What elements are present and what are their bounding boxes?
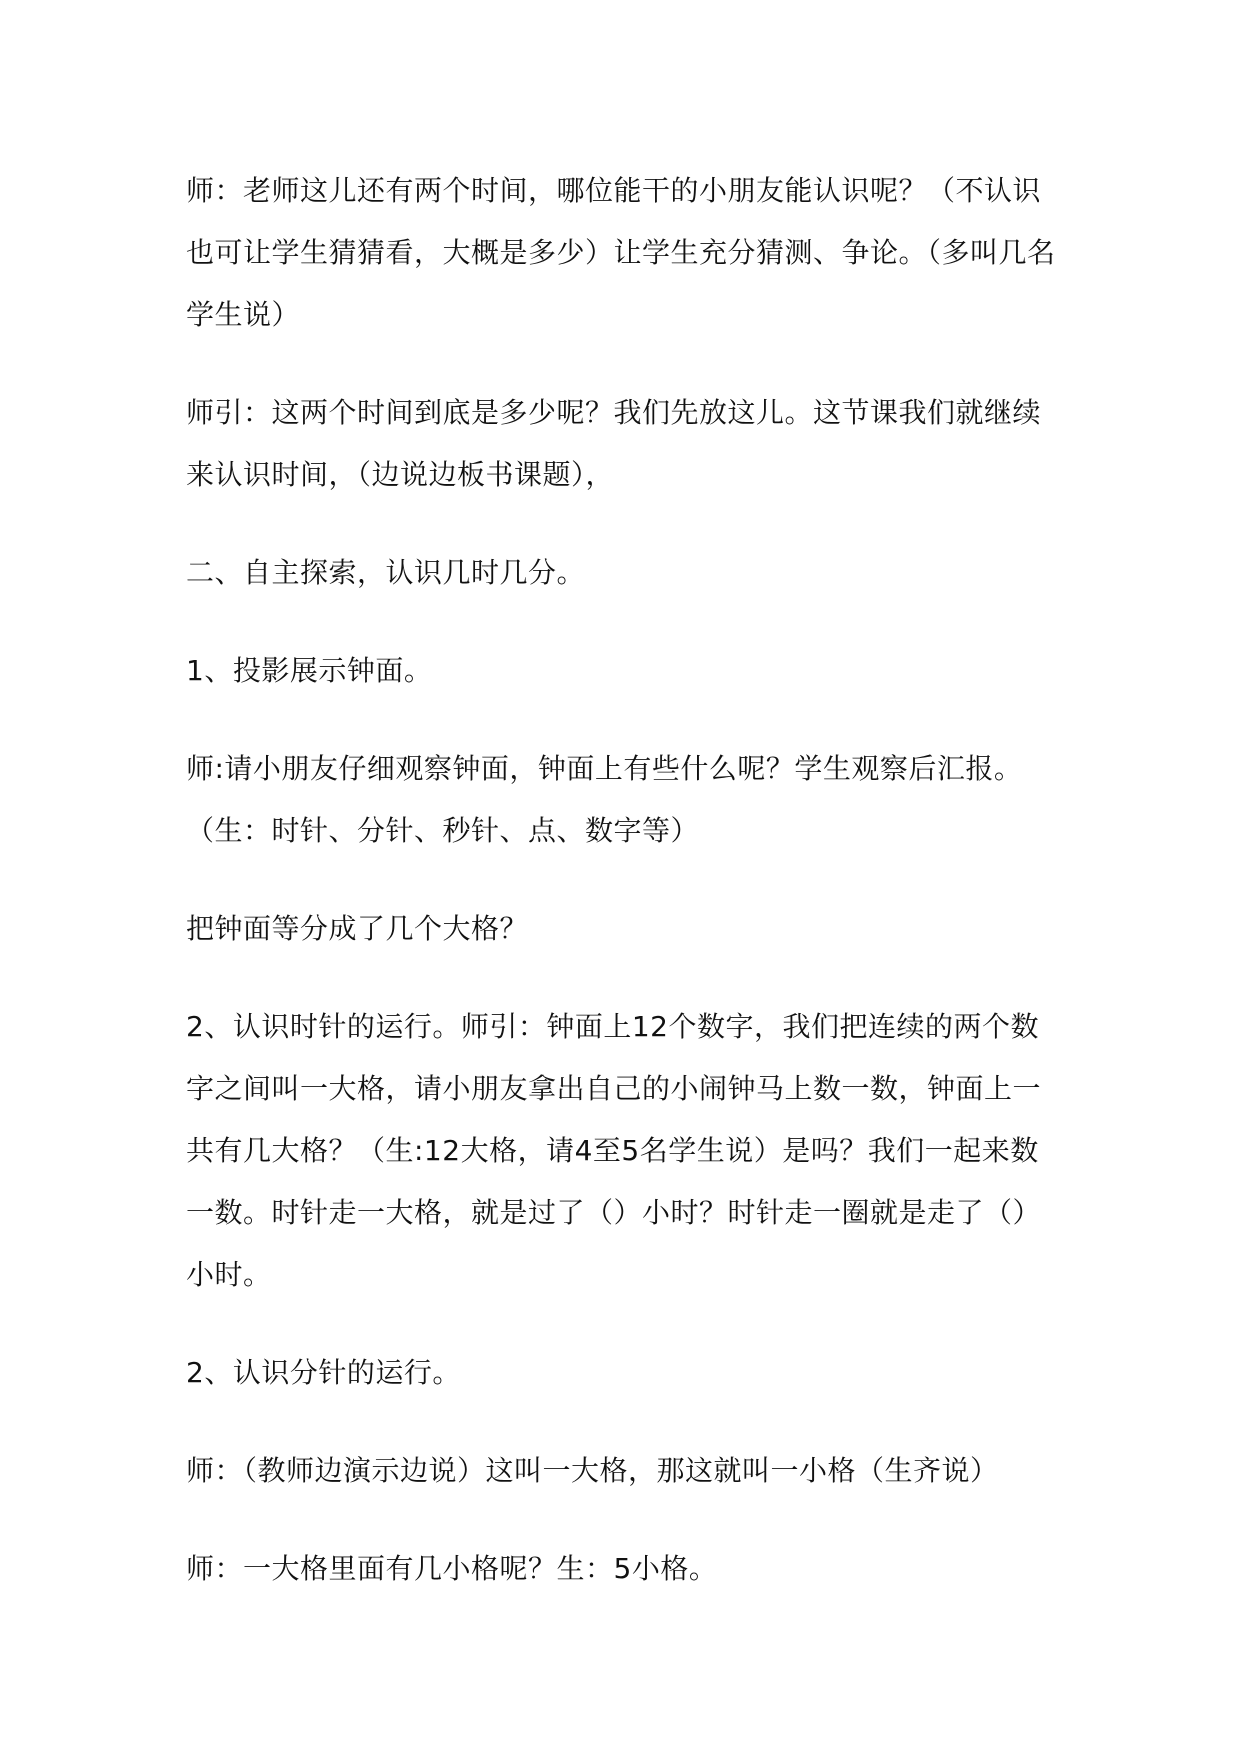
document-body (186, 160, 1066, 1636)
paragraph-small-divisions: 师：一大格里面有几小格呢？生：5小格。 (186, 1552, 718, 1585)
step-2-hour-hand: 2、认识时针的运行。师引：钟面上12个数字，我们把连续的两个数字之间叫一大格，请小朋友拿出自己的小闹钟马上数一数，钟面上一共有几大格？（生:12大格，请4至5名学生说）是吗？我们一起来数一数。时针走一大格，就是过了（）小时？时针走一圈就是走了（）小时。 (186, 1010, 1042, 1291)
section-heading-explore: 二、自主探索，认识几时几分。 (186, 556, 586, 589)
paragraph-teacher-two-times: 师：老师这儿还有两个时间，哪位能干的小朋友能认识呢？（不认识也可让学生猜猜看，大概是多少）让学生充分猜测、争论。（多叫几名学生说） (186, 174, 1056, 331)
step-2-minute-hand: 2、认识分针的运行。 (186, 1356, 461, 1389)
paragraph-teacher-demo: 师：（教师边演示边说）这叫一大格，那这就叫一小格（生齐说） (186, 1454, 999, 1487)
step-1-projection: 1、投影展示钟面。 (186, 654, 433, 687)
paragraph-observe-clock: 师:请小朋友仔细观察钟面，钟面上有些什么呢？学生观察后汇报。（生：时针、分针、秒针、点、数字等） (186, 752, 1023, 847)
paragraph-big-divisions: 把钟面等分成了几个大格？ (186, 912, 529, 945)
paragraph-teacher-intro: 师引：这两个时间到底是多少呢？我们先放这儿。这节课我们就继续来认识时间，（边说边板书课题）， (186, 396, 1042, 491)
